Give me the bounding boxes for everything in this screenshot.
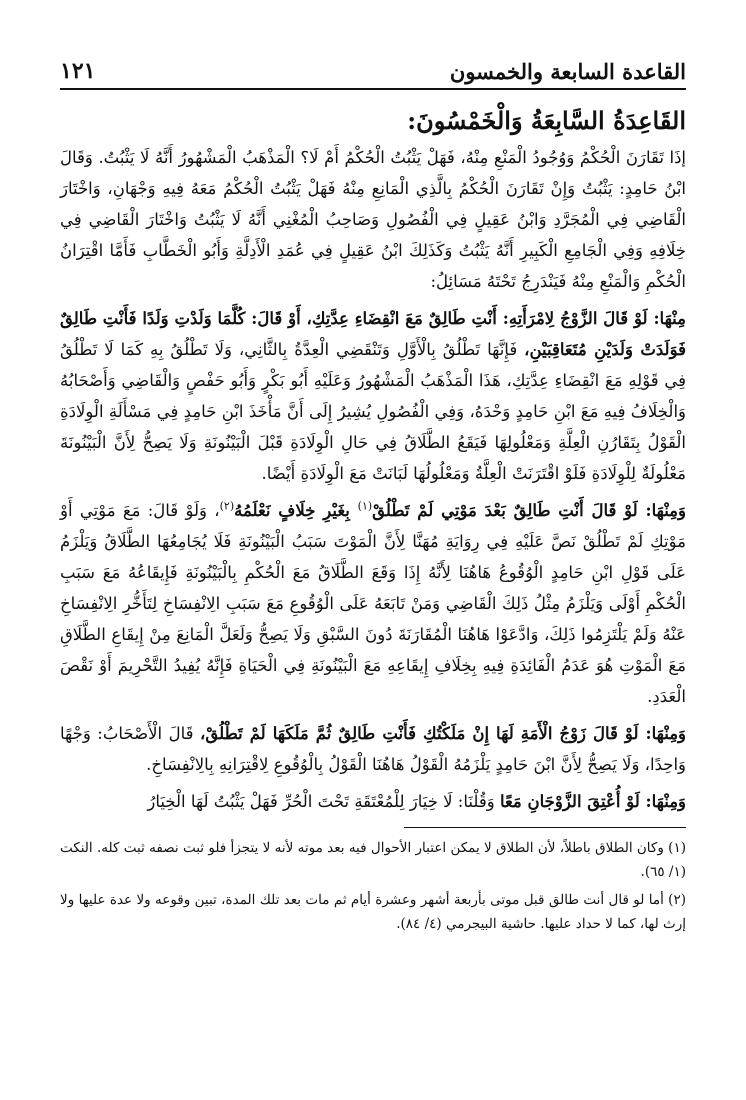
footnote-marker-2[interactable]: (٢) bbox=[219, 499, 235, 513]
paragraph-body: وَقُلْنَا: لَا خِيَارَ لِلْمُعْتَقَةِ تَحْتَ الْحُرِّ فَهَلْ يَثْبُتُ لَهَا الْخِيَارُ bbox=[147, 792, 500, 811]
paragraph-1 bbox=[60, 303, 686, 489]
footnote-divider bbox=[404, 827, 686, 828]
paragraph-body: قَالَ الْأَصْحَابُ: وَجْهًا وَاحِدًا، وَلَا يَصِحُّ لِأَنَّ ابْنَ حَامِدٍ يَلْزَمُهُ الْقَوْلُ هَاهُنَا الْقَوْلُ بِالْوُقُوعِ لِاقْتِرَانِهِ بِالِانْفِسَاخِ. bbox=[60, 724, 686, 774]
paragraph-lead: وَمِنْهَا: لَوْ قَالَ زَوْجُ الْأَمَةِ لَهَا إِنْ مَلَكْتُكِ فَأَنْتِ طَالِقٌ ثُمَّ مَلَكَهَا لَمْ تَطْلُقْ، bbox=[200, 724, 686, 743]
paragraph-lead: مِنْهَا: لَوْ قَالَ الزَّوْجُ لِامْرَأَتِهِ: أَنْتِ طَالِقٌ مَعَ انْقِضَاءِ عِدَّتِكِ، أَوْ قَالَ: كُلَّمَا وَلَدْتِ وَلَدًا فَأَنْتِ طَالِقٌ فَوَلَدَتْ وَلَدَيْنِ مُتَعَاقِبَيْنِ، bbox=[60, 309, 686, 359]
footnotes bbox=[60, 836, 686, 936]
paragraph-lead-cont: بِغَيْرِ خِلَافٍ نَعْلَمُهُ bbox=[234, 501, 358, 520]
paragraph-3 bbox=[60, 718, 686, 780]
page-number: ١٢١ bbox=[60, 58, 96, 84]
intro-paragraph: إذَا تَقَارَنَ الْحُكْمُ وَوُجُودُ الْمَنْعِ مِنْهُ، فَهَلْ يَثْبُتُ الْحُكْمُ أَمْ لَا؟ الْمَذْهَبُ الْمَشْهُورُ أَنَّهُ لَا يَثْبُتُ. وَقَالَ ابْنُ حَامِدٍ: يَثْبُتُ وَإِنْ تَقَارَنَ الْحُكْمُ بِالَّذِي الْمَانِعِ مِنْهُ فَهَلْ يَثْبُتُ الْحُكْمُ مَعَهُ فِيهِ وَجْهَانِ، وَاخْتَارَ الْقَاضِي فِي الْمُجَرَّدِ وَابْنُ عَقِيلٍ فِي الْفُصُولِ وَصَاحِبُ الْمُغْنِي أَنَّهُ لَا يَثْبُتُ وَاخْتَارَ الْقَاضِي فِي خِلَافِهِ وَفِي الْجَامِعِ الْكَبِيرِ أَنَّهُ يَثْبُتُ وَكَذَلِكَ ابْنُ عَقِيلٍ فِي عُمَدِ الْأَدِلَّةِ وَأَبُو الْخَطَّابِ فَأَمَّا اقْتِرَانُ الْحُكْمِ وَالْمَنْعِ مِنْهُ فَيَنْدَرِجُ تَحْتَهُ مَسَائِلُ: bbox=[60, 148, 686, 291]
footnote-marker-1[interactable]: (١) bbox=[357, 499, 373, 513]
paragraph-lead: وَمِنْهَا: لَوْ أُعْتِقَ الزَّوْجَانِ مَعًا bbox=[499, 792, 686, 811]
running-header bbox=[60, 44, 686, 90]
paragraph-lead: وَمِنْهَا: لَوْ قَالَ أَنْتِ طَالِقٌ بَعْدَ مَوْتِي لَمْ تَطْلُقْ bbox=[372, 501, 686, 520]
running-title: القاعدة السابعة والخمسون bbox=[449, 59, 686, 84]
section-heading: القَاعِدَةُ السَّابِعَةُ وَالْخَمْسُونَ: bbox=[407, 106, 686, 135]
paragraph-body: فَإِنَّهَا تَطْلُقُ بِالْأَوَّلِ وَتَنْقَضِي الْعِدَّةُ بِالثَّانِي، وَلَا تَطْلُقُ بِهِ كَمَا لَا تَطْلُقُ فِي قَوْلِهِ مَعَ انْقِضَاءِ عِدَّتِكِ، هَذَا الْمَذْهَبُ الْمَشْهُورُ وَعَلَيْهِ أَبُو بَكْرٍ وَأَبُو حَفْصٍ وَالْقَاضِي وَأَصْحَابُهُ وَالْخِلَافُ فِيهِ مَعَ ابْنِ حَامِدٍ وَحْدَهُ، وَفِي الْفُصُولِ يُشِيرُ إِلَى أَنَّ مَأْخَذَ ابْنِ حَامِدٍ فِي مَسْأَلَةِ الْوِلَادَةِ الْقَوْلُ بِتَقَارُنِ الْعِلَّةِ وَمَعْلُولِهَا فَيَقَعُ الطَّلَاقُ فِي حَالِ الْوِلَادَةِ قَبْلَ الْبَيْنُونَةِ وَلَا يَصِحُّ لِأَنَّ الْبَيْنُونَةَ مَعْلُولَةٌ لِلْوِلَادَةِ فَلَوْ اقْتَرَنَتْ الْعِلَّةُ وَمَعْلُولُهَا لَبَانَتْ مَعَ الْوِلَادَةِ أَيْضًا. bbox=[60, 340, 686, 483]
main-text bbox=[60, 104, 686, 817]
footnote-1: (١) وكان الطلاق باطلاً، لأن الطلاق لا يمكن اعتبار الأحوال فيه بعد موته لأنه لا يتجزأ فلو ثبت نصفه ثبت كله. النكت (١/ ٦٥). bbox=[60, 840, 686, 880]
paragraph-4 bbox=[60, 786, 686, 817]
book-page bbox=[60, 44, 686, 1080]
footnote-2: (٢) أما لو قال أنت طالق قبل موتى بأربعة أشهر وعشرة أيام ثم مات بعد تلك المدة، تبين وقوعه ولا عدة عليها ولا إرث لها، كما لا حداد عليها. حاشية البيجرمي (٤/ ٨٤). bbox=[60, 892, 686, 932]
paragraph-body: ، وَلَوْ قَالَ: مَعَ مَوْتِي أَوْ مَوْتِكِ لَمْ تَطْلُقْ نَصَّ عَلَيْهِ فِي رِوَايَةِ مُهَنَّا لِأَنَّ الْمَوْتَ سَبَبُ الْبَيْنُونَةِ فَلَا يُجَامِعُهَا الطَّلَاقُ وَيَلْزَمُ عَلَى قَوْلِ ابْنِ حَامِدٍ الْوُقُوعُ هَاهُنَا لِأَنَّهُ إِذَا وَقَعَ الطَّلَاقُ مَعَ الْحُكْمِ بِالْبَيْنُونَةِ فَإِيقَاعُهُ مَعَ سَبَبِ الْحُكْمِ أَوْلَى وَيَلْزَمُ مِثْلُ ذَلِكَ الْقَاضِي وَمَنْ تَابَعَهُ عَلَى الْوُقُوعِ مَعَ سَبَبِ الِانْفِسَاخِ لِتَأَخُّرِ الِانْفِسَاخِ عَنْهُ وَلَمْ يَلْتَزِمُوا ذَلِكَ، وَادَّعَوْا هَاهُنَا الْمُقَارَنَةَ دُونَ السَّبْقِ وَلَا يَصِحُّ وَلَعَلَّ الْمَانِعَ مِنْ إِيقَاعِ الطَّلَاقِ مَعَ الْمَوْتِ هُوَ عَدَمُ الْفَائِدَةِ فِيهِ بِخِلَافِ إِيقَاعِهِ مَعَ الْبَيْنُونَةِ فِي الْحَيَاةِ فَإِنَّهُ يُفِيدُ التَّحْرِيمَ أَوْ نَقْصَ الْعَدَدِ. bbox=[60, 501, 687, 706]
paragraph-2 bbox=[60, 495, 686, 712]
